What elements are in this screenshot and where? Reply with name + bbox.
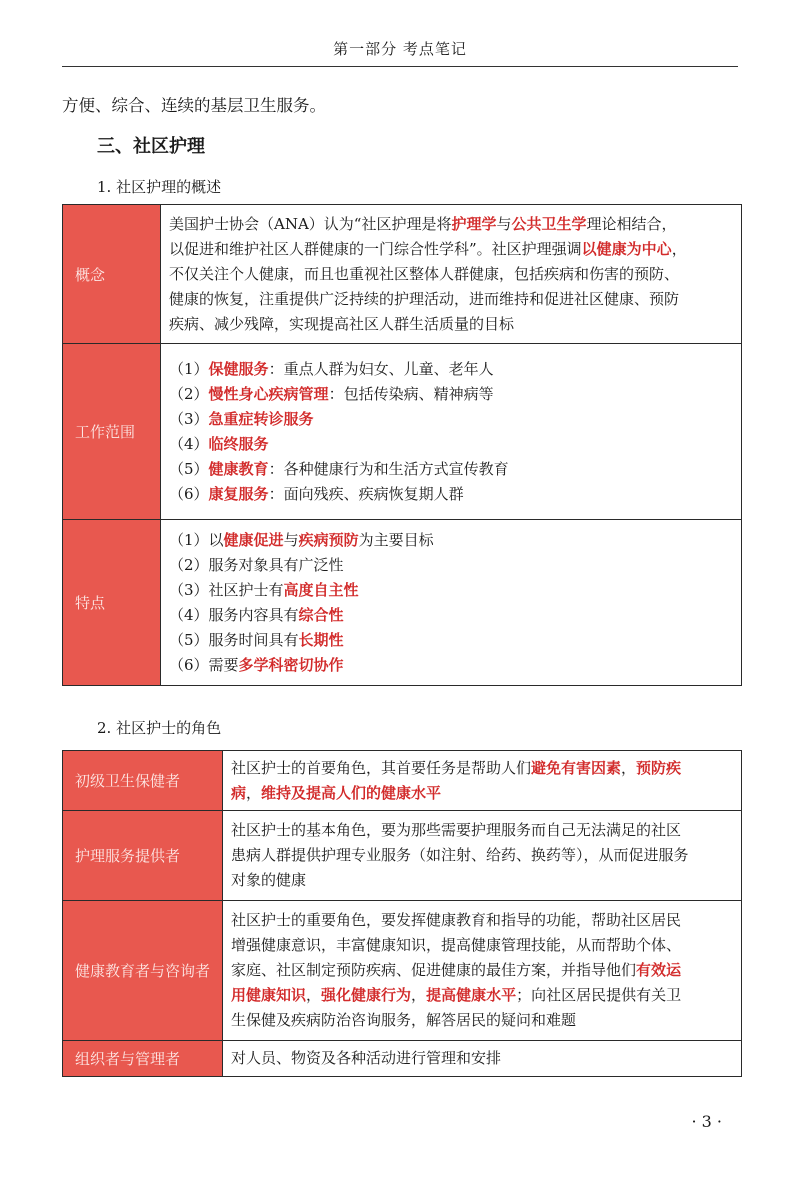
row-content: [161, 520, 742, 686]
body-text: 家庭、社区制定预防疾病、促进健康的最佳方案，并指导他们: [231, 961, 637, 979]
content-line: [169, 528, 731, 553]
content-line: [231, 868, 731, 893]
content-line: [169, 482, 731, 507]
body-text: （3）社区护士有: [169, 580, 284, 599]
body-text: ；向社区居民提供有关卫: [516, 986, 682, 1004]
body-text: （5）: [169, 459, 209, 478]
body-text: （2）服务对象具有广泛性: [169, 555, 344, 574]
body-text: ：重点人群为妇女、儿童、老年人: [268, 359, 494, 378]
highlight-text: 保健服务: [208, 359, 269, 378]
body-text: 对人员、物资及各种活动进行管理和安排: [231, 1049, 502, 1067]
highlight-text: 强化健康行为: [321, 986, 412, 1004]
highlight-text: 有效运: [636, 961, 682, 979]
highlight-text: 健康促进: [223, 530, 284, 549]
body-text: （5）服务时间具有: [169, 630, 299, 649]
content-line: [231, 781, 731, 806]
body-text: 生保健及疾病防治咨询服务，解答居民的疑问和难题: [231, 1011, 577, 1029]
content-line: [231, 1008, 731, 1033]
overview-table: [62, 204, 742, 686]
table-row: [63, 344, 742, 520]
body-text: 社区护士的基本角色，要为那些需要护理服务而自己无法满足的社区: [231, 821, 682, 839]
body-text: （1）以: [169, 530, 224, 549]
table-row: [63, 751, 742, 811]
row-content: [223, 901, 742, 1041]
highlight-text: 以健康为中心: [581, 239, 672, 258]
content-line: [231, 958, 731, 983]
body-text: （1）: [169, 359, 209, 378]
content-line: [169, 312, 731, 337]
section-title: 三、社区护理: [97, 136, 205, 157]
body-text: 美国护士协会（ANA）认为“社区护理是将: [169, 214, 452, 233]
table-row: [63, 811, 742, 901]
row-content: [223, 751, 742, 811]
body-text: 不仅关注个人健康，而且也重视社区整体人群健康，包括疾病和伤害的预防、: [169, 264, 680, 283]
body-text: （4）服务内容具有: [169, 605, 299, 624]
body-text: 增强健康意识，丰富健康知识，提高健康管理技能，从而帮助个体、: [231, 936, 682, 954]
page-number: · 3 ·: [691, 1112, 722, 1131]
table-row: [63, 520, 742, 686]
row-label: 护理服务提供者: [63, 811, 223, 901]
content-line: [169, 407, 731, 432]
intro-text: 方便、综合、连续的基层卫生服务。: [62, 96, 326, 115]
body-text: ，: [621, 758, 637, 777]
body-text: ，: [246, 783, 262, 802]
body-text: ，: [411, 986, 427, 1004]
table-row: [63, 901, 742, 1041]
row-content: [161, 344, 742, 520]
content-line: [169, 237, 731, 262]
subsection-title-overview: 1. 社区护理的概述: [97, 178, 222, 196]
body-text: 理论相结合，: [586, 214, 677, 233]
body-text: 以促进和维护社区人群健康的一门综合性学科”。社区护理强调: [169, 239, 582, 258]
body-text: 与: [496, 214, 512, 233]
body-text: （6）: [169, 484, 209, 503]
highlight-text: 高度自主性: [283, 580, 359, 599]
table-row: [63, 205, 742, 344]
highlight-text: 提高健康水平: [426, 986, 517, 1004]
body-text: 疾病、减少残障，实现提高社区人群生活质量的目标: [169, 314, 515, 333]
content-line: [169, 457, 731, 482]
body-text: 患病人群提供护理专业服务（如注射、给药、换药等），从而促进服务: [231, 846, 689, 864]
highlight-text: 急重症转诊服务: [208, 409, 314, 428]
content-line: [169, 212, 731, 237]
subsection-title-roles: 2. 社区护士的角色: [97, 719, 222, 737]
table-row: [63, 1041, 742, 1077]
row-label: 初级卫生保健者: [63, 751, 223, 811]
body-text: （2）: [169, 384, 209, 403]
body-text: （4）: [169, 434, 209, 453]
header-divider: [62, 66, 738, 67]
body-text: （3）: [169, 409, 209, 428]
content-line: [169, 653, 731, 678]
content-line: [231, 1046, 731, 1071]
content-line: [169, 578, 731, 603]
content-line: [231, 818, 731, 843]
highlight-text: 慢性身心疾病管理: [208, 384, 329, 403]
row-content: [223, 1041, 742, 1077]
body-text: ：包括传染病、精神病等: [328, 384, 494, 403]
content-line: [169, 432, 731, 457]
row-content: [223, 811, 742, 901]
body-text: 社区护士的重要角色，要发挥健康教育和指导的功能，帮助社区居民: [231, 911, 682, 929]
content-line: [169, 553, 731, 578]
highlight-text: 避免有害因素: [531, 758, 622, 777]
highlight-text: 综合性: [298, 605, 344, 624]
body-text: ，: [671, 239, 687, 258]
body-text: ：面向残疾、疾病恢复期人群: [268, 484, 464, 503]
page-header: 第一部分 考点笔记: [333, 40, 467, 58]
highlight-text: 护理学: [451, 214, 497, 233]
content-line: [231, 933, 731, 958]
content-line: [169, 382, 731, 407]
content-line: [231, 908, 731, 933]
roles-table: [62, 750, 742, 1077]
highlight-text: 病: [231, 783, 247, 802]
highlight-text: 长期性: [298, 630, 344, 649]
body-text: 对象的健康: [231, 871, 307, 889]
body-text: 为主要目标: [358, 530, 434, 549]
body-text: ，: [306, 986, 322, 1004]
row-label: 组织者与管理者: [63, 1041, 223, 1077]
content-line: [231, 983, 731, 1008]
content-line: [169, 628, 731, 653]
content-line: [231, 756, 731, 781]
body-text: 与: [283, 530, 299, 549]
highlight-text: 疾病预防: [298, 530, 359, 549]
body-text: 社区护士的首要角色，其首要任务是帮助人们: [231, 758, 532, 777]
highlight-text: 公共卫生学: [511, 214, 587, 233]
content-line: [169, 262, 731, 287]
highlight-text: 预防疾: [636, 758, 682, 777]
highlight-text: 用健康知识: [231, 986, 307, 1004]
highlight-text: 多学科密切协作: [238, 655, 344, 674]
body-text: 健康的恢复，注重提供广泛持续的护理活动，进而维持和促进社区健康、预防: [169, 289, 680, 308]
content-line: [231, 843, 731, 868]
highlight-text: 临终服务: [208, 434, 269, 453]
body-text: （6）需要: [169, 655, 239, 674]
row-label: 健康教育者与咨询者: [63, 901, 223, 1041]
body-text: ：各种健康行为和生活方式宣传教育: [268, 459, 509, 478]
row-content: [161, 205, 742, 344]
row-label: 特点: [63, 520, 161, 686]
highlight-text: 康复服务: [208, 484, 269, 503]
row-label: 工作范围: [63, 344, 161, 520]
content-line: [169, 357, 731, 382]
row-label: 概念: [63, 205, 161, 344]
content-line: [169, 603, 731, 628]
highlight-text: 健康教育: [208, 459, 269, 478]
highlight-text: 维持及提高人们的健康水平: [261, 783, 442, 802]
content-line: [169, 287, 731, 312]
